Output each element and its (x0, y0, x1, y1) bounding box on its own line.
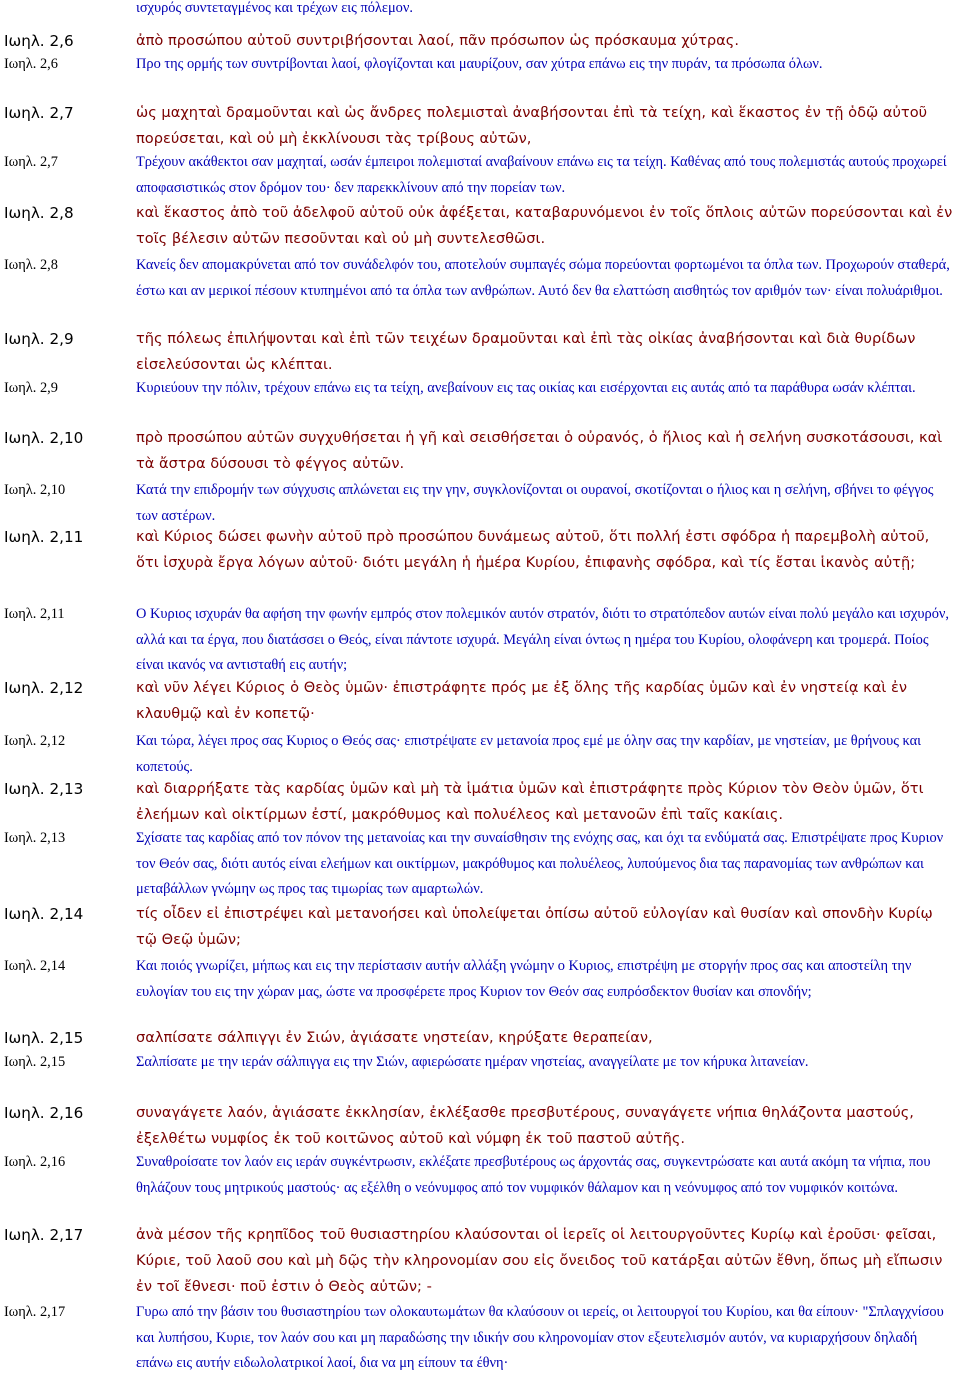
verse-modern-text: Κατά την επιδρομήν των σύγχυσις απλώνεται εις την γην, συγκλονίζονται οι ουρανοί, σκοτίζονται ο ήλιος και η σελήνη, σβήνει το φέγγος των αστέρων. (136, 482, 934, 524)
verse-reference: Ιωηλ. 2,11 (4, 606, 65, 622)
verse-reference: Ιωηλ. 2,16 (4, 1154, 66, 1170)
verse-greek-text: συναγάγετε λαόν, ἁγιάσατε ἐκκλησίαν, ἐκλέξασθε πρεσβυτέρους, συναγάγετε νήπια θηλάζοντα μαστούς, ἐξελθέτω νυμφίος ἐκ τοῦ κοιτῶνος αὐτοῦ καὶ νύμφη ἐκ τοῦ παστοῦ αὐτῆς. (136, 1104, 914, 1147)
verse-reference: Ιωηλ. 2,13 (4, 780, 84, 798)
verse-greek-text: πρὸ προσώπου αὐτῶν συγχυθήσεται ἡ γῆ καὶ σεισθήσεται ὁ οὐρανός, ὁ ἥλιος καὶ ἡ σελήνη συσκοτάσουσι, καὶ τὰ ἄστρα δύσουσι τὸ φέγγος αὐτῶν. (136, 429, 943, 472)
verse-reference: Ιωηλ. 2,10 (4, 429, 84, 447)
verse-greek-text: καὶ νῦν λέγει Κύριος ὁ Θεὸς ὑμῶν· ἐπιστράφητε πρός με ἐξ ὅλης τῆς καρδίας ὑμῶν καὶ ἐν νηστείᾳ καὶ ἐν κλαυθμῷ καὶ ἐν κοπετῷ· (136, 679, 908, 722)
verse-reference: Ιωηλ. 2,12 (4, 733, 66, 749)
verse-reference: Ιωηλ. 2,7 (4, 154, 58, 170)
verse-reference: Ιωηλ. 2,12 (4, 679, 84, 697)
verse-modern-text: Και ποιός γνωρίζει, μήπως και εις την περίστασιν αυτήν αλλάξη γνώμην ο Κυριος, επιστρέψη με στοργήν προς σας και αποστείλη την ευλογίαν του εις την χώραν μας, ώστε να προσφέρετε προς Κυριον τον Θεόν σας ευπρόσδεκτον θυσίαν και σπονδήν; (136, 958, 912, 1000)
verse-greek-text: ὡς μαχηταὶ δραμοῦνται καὶ ὡς ἄνδρες πολεμισταὶ ἀναβήσονται ἐπὶ τὰ τείχη, καὶ ἕκαστος ἐν τῇ ὁδῷ αὐτοῦ πορεύσεται, καὶ οὐ μὴ ἐκκλίνουσι τὰς τρίβους αὐτῶν, (136, 104, 928, 147)
verse-modern-text: Συναθροίσατε τον λαόν εις ιεράν συγκέντρωσιν, εκλέξατε πρεσβυτέρους ως άρχοντάς σας, συγκεντρώσατε και αυτά ακόμη τα νήπια, που θηλάζουν τους μητρικούς μαστούς· ας εξέλθη ο νεόνυμφος από τον νυμφικόν θάλαμον και η νεόνυμφος από τον νυμφικόν κοιτώνα. (136, 1154, 931, 1196)
verse-modern-text: Κανείς δεν απομακρύνεται από τον συνάδελφόν του, αποτελούν συμπαγές σώμα πορεύονται φορτωμένοι τα όπλα των. Προχωρούν σταθερά, έστω και αν μερικοί πέσουν κτυπημένοι από τα όπλα των ανθρώπων. Αυτό δεν θα ελαττώση αισθητώς τον αριθμόν των· είναι πολυάριθμοι. (136, 257, 950, 299)
verse-modern-text: Κυριεύουν την πόλιν, τρέχουν επάνω εις τα τείχη, ανεβαίνουν εις τας οικίας και εισέρχονται εις αυτάς από τα παράθυρα ωσάν κλέπται. (136, 380, 916, 396)
verse-reference: Ιωηλ. 2,16 (4, 1104, 84, 1122)
verse-modern-text: ισχυρός συντεταγμένος και τρέχων εις πόλεμον. (136, 0, 413, 16)
verse-reference: Ιωηλ. 2,17 (4, 1304, 66, 1320)
verse-reference: Ιωηλ. 2,6 (4, 32, 74, 50)
verse-reference: Ιωηλ. 2,7 (4, 104, 74, 122)
verse-reference: Ιωηλ. 2,13 (4, 830, 66, 846)
verse-reference: Ιωηλ. 2,14 (4, 905, 84, 923)
verse-reference: Ιωηλ. 2,9 (4, 330, 74, 348)
verse-greek-text: τῆς πόλεως ἐπιλήψονται καὶ ἐπὶ τῶν τειχέων δραμοῦνται καὶ ἐπὶ τὰς οἰκίας ἀναβήσονται καὶ διὰ θυρίδων εἰσελεύσονται ὡς κλέπται. (136, 330, 916, 373)
verse-greek-text: καὶ διαρρήξατε τὰς καρδίας ὑμῶν καὶ μὴ τὰ ἱμάτια ὑμῶν καὶ ἐπιστράφητε πρὸς Κύριον τὸν Θεὸν ὑμῶν, ὅτι ἐλεήμων καὶ οἰκτίρμων ἐστί, μακρόθυμος καὶ πολυέλεος καὶ μετανοῶν ἐπὶ ταῖς κακίαις. (136, 780, 924, 823)
verse-modern-text: Γυρω από την βάσιν του θυσιαστηρίου των ολοκαυτωμάτων θα κλαύσουν οι ιερείς, οι λειτουργοί του Κυρίου, και θα είπουν· "Σπλαγχνίσου και λυπήσου, Κυριε, τον λαόν σου και μη παραδώσης την ιδικήν σου κληρονομίαν στον εξευτελισμόν αυτόν, να κυριαρχήσουν δηλαδή επάνω εις αυτήν ειδωλολατρικοί λαοί, δια να μη είπουν τα έθνη· (136, 1304, 944, 1371)
verse-reference: Ιωηλ. 2,9 (4, 380, 58, 396)
verse-greek-text: σαλπίσατε σάλπιγγι ἐν Σιών, ἁγιάσατε νηστείαν, κηρύξατε θεραπείαν, (136, 1029, 653, 1046)
verse-modern-text: Και τώρα, λέγει προς σας Κυριος ο Θεός σας· επιστρέψατε εν μετανοία προς εμέ με όλην σας την καρδίαν, με νηστείαν, με θρήνους και κοπετούς. (136, 733, 922, 775)
verse-greek-text: ἀπὸ προσώπου αὐτοῦ συντριβήσονται λαοί, πᾶν πρόσωπον ὡς πρόσκαυμα χύτρας. (136, 32, 739, 49)
verse-reference: Ιωηλ. 2,15 (4, 1054, 66, 1070)
verse-reference: Ιωηλ. 2,10 (4, 482, 66, 498)
verse-reference: Ιωηλ. 2,11 (4, 528, 84, 546)
verse-modern-text: Τρέχουν ακάθεκτοι σαν μαχηταί, ωσάν έμπειροι πολεμισταί αναβαίνουν επάνω εις τα τείχη. Καθένας από τους πολεμιστάς αυτούς προχωρεί αποφασιστικώς στον δρόμον του· δεν παρεκκλίνουν από την πορείαν των. (136, 154, 947, 196)
verse-reference: Ιωηλ. 2,6 (4, 56, 58, 72)
verse-reference: Ιωηλ. 2,15 (4, 1029, 84, 1047)
verse-reference: Ιωηλ. 2,8 (4, 257, 58, 273)
verse-greek-text: τίς οἶδεν εἰ ἐπιστρέψει καὶ μετανοήσει καὶ ὑπολείψεται ὀπίσω αὐτοῦ εὐλογίαν καὶ θυσίαν καὶ σπονδὴν Κυρίῳ τῷ Θεῷ ὑμῶν; (136, 905, 933, 948)
verse-modern-text: Ο Κυριος ισχυράν θα αφήση την φωνήν εμπρός στον πολεμικόν αυτόν στρατόν, διότι το στρατόπεδον αυτών είναι πολύ μεγάλο και ισχυρόν, αλλά και τα έργα, που διατάσσει ο Θεός, είναι πάντοτε ισχυρά. Μεγάλη είναι όντως η ημέρα του Κυρίου, ολοφάνερη και τρομερά. Ποίος είναι ικανός να αντισταθή εις αυτήν; (136, 606, 949, 673)
verse-reference: Ιωηλ. 2,17 (4, 1226, 84, 1244)
verse-modern-text: Προ της ορμής των συντρίβονται λαοί, φλογίζονται και μαυρίζουν, σαν χύτρα επάνω εις την πυράν, τα πρόσωπα όλων. (136, 56, 823, 72)
verse-reference: Ιωηλ. 2,14 (4, 958, 66, 974)
verse-greek-text: ἀνὰ μέσον τῆς κρηπῖδος τοῦ θυσιαστηρίου κλαύσονται οἱ ἱερεῖς οἱ λειτουργοῦντες Κυρίῳ καὶ ἐροῦσι· φεῖσαι, Κύριε, τοῦ λαοῦ σου καὶ μὴ δῷς τὴν κληρονομίαν σου εἰς ὄνειδος τοῦ κατάρξαι αὐτῶν ἔθνη, ὅπως μὴ εἴπωσιν ἐν τοῖ ἔθνεσι· ποῦ ἐστιν ὁ Θεὸς αὐτῶν; - (136, 1226, 943, 1295)
verse-modern-text: Σχίσατε τας καρδίας από τον πόνον της μετανοίας και την συναίσθησιν της ενόχης σας, και όχι τα ενδύματά σας. Επιστρέψατε προς Κυριον τον Θεόν σας, διότι αυτός είναι ελεήμων και οικτίρμων, μακρόθυμος και πολυέλεος, λυπούμενος δια τας παρανομίας των ανθρώπων και μεταβάλλων γνώμην ως προς τας τιμωρίας των αμαρτωλών. (136, 830, 944, 897)
verse-greek-text: καὶ Κύριος δώσει φωνὴν αὐτοῦ πρὸ προσώπου δυνάμεως αὐτοῦ, ὅτι πολλή ἐστι σφόδρα ἡ παρεμβολὴ αὐτοῦ, ὅτι ἰσχυρὰ ἔργα λόγων αὐτοῦ· διότι μεγάλη ἡ ἡμέρα Κυρίου, ἐπιφανὴς σφόδρα, καὶ τίς ἔσται ἱκανὸς αὐτῇ; (136, 528, 930, 571)
verse-greek-text: καὶ ἕκαστος ἀπὸ τοῦ ἀδελφοῦ αὐτοῦ οὐκ ἀφέξεται, καταβαρυνόμενοι ἐν τοῖς ὅπλοις αὐτῶν πορεύσονται καὶ ἐν τοῖς βέλεσιν αὐτῶν πεσοῦνται καὶ οὐ μὴ συντελεσθῶσι. (136, 204, 953, 247)
verse-modern-text: Σαλπίσατε με την ιεράν σάλπιγγα εις την Σιών, αφιερώσατε ημέραν νηστείας, αναγγείλατε με τον κήρυκα λιτανείαν. (136, 1054, 809, 1070)
verse-reference: Ιωηλ. 2,8 (4, 204, 74, 222)
